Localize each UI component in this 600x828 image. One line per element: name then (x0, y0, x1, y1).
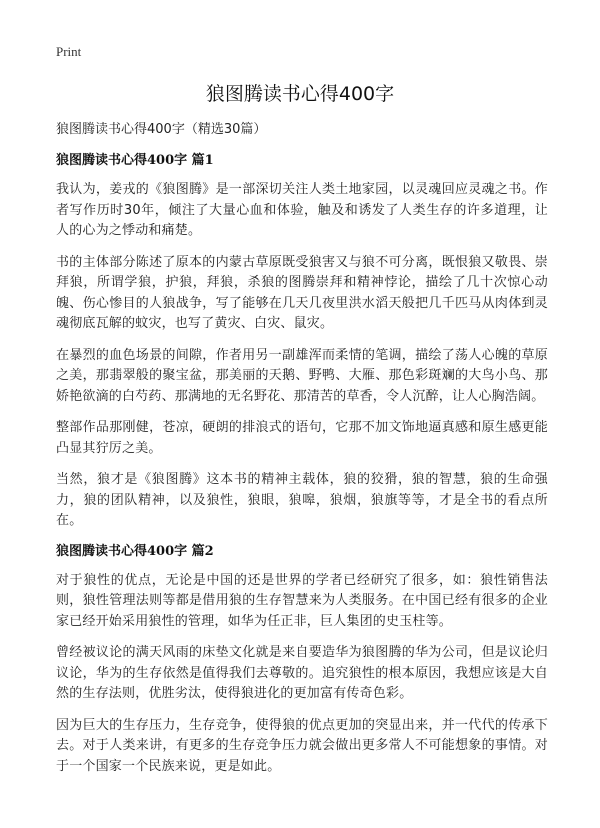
paragraph: 书的主体部分陈述了原本的内蒙古草原既受狼害又与狼不可分离，既恨狼又敬畏、崇拜狼，所谓学狼，护狼，拜狼，杀狼的图腾崇拜和精神悖论，描绘了几十次惊心动魄、伤心惨目的人狼战争，写了能够在几天几夜里洪水滔天般把几千匹马从肉体到灵魂彻底瓦解的蚊灾，也写了黄灾、白灾、鼠灾。 (56, 254, 548, 331)
paragraph: 整部作品那刚健，苍凉，硬朗的排浪式的语句，它那不加文饰地逼真感和原生感更能凸显其狞厉之美。 (56, 420, 548, 456)
page-title: 狼图腾读书心得400字 (205, 83, 395, 105)
paragraph: 因为巨大的生存压力，生存竞争，使得狼的优点更加的突显出来，并一代代的传承下去。对于人类来讲，有更多的生存竞争压力就会做出更多常人不可能想象的事情。对于一个国家一个民族来说，更是如此。 (56, 717, 548, 774)
section-heading-1: 狼图腾读书心得400字 篇1 (56, 153, 214, 168)
article-body (56, 121, 548, 788)
paragraph: 对于狼性的优点，无论是中国的还是世界的学者已经研究了很多，如：狼性销售法则，狼性管理法则等都是借用狼的生存智慧来为人类服务。在中国已经有很多的企业家已经开始采用狼性的管理，如华为任正非，巨人集团的史玉柱等。 (56, 572, 548, 629)
paragraph: 我认为，姜戎的《狼图腾》是一部深切关注人类土地家园，以灵魂回应灵魂之书。作者写作历时30年，倾注了大量心血和体验，触及和诱发了人类生存的许多道理，让人的心为之悸动和痛楚。 (56, 182, 548, 238)
paragraph: 当然，狼才是《狼图腾》这本书的精神主载体，狼的狡猾，狼的智慧，狼的生命强力，狼的团队精神，以及狼性，狼眼，狼嗥，狼烟，狼旗等等，才是全书的看点所在。 (56, 472, 548, 528)
paragraph: 曾经被议论的满天风雨的床垫文化就是来自要造华为狼图腾的华为公司，但是议论归议论，华为的生存依然是值得我们去尊敬的。追究狼性的根本原因，我想应该是大自然的生存法则，优胜劣汰，使得狼进化的更加富有传奇色彩。 (56, 645, 548, 701)
article-subtitle: 狼图腾读书心得400字（精选30篇） (56, 122, 267, 137)
section-heading-2: 狼图腾读书心得400字 篇2 (56, 543, 214, 559)
print-link[interactable]: Print (56, 44, 82, 59)
paragraph: 在暴烈的血色场景的间隙，作者用另一副雄浑而柔情的笔调，描绘了荡人心魄的草原之美，那翡翠般的聚宝盆，那美丽的天鹅、野鸭、大雁、那色彩斑斓的大鸟小鸟、那娇艳欲滴的白芍药、那满地的无名野花、那清苦的草香，令人沉醉，让人心胸浩阔。 (56, 347, 548, 404)
